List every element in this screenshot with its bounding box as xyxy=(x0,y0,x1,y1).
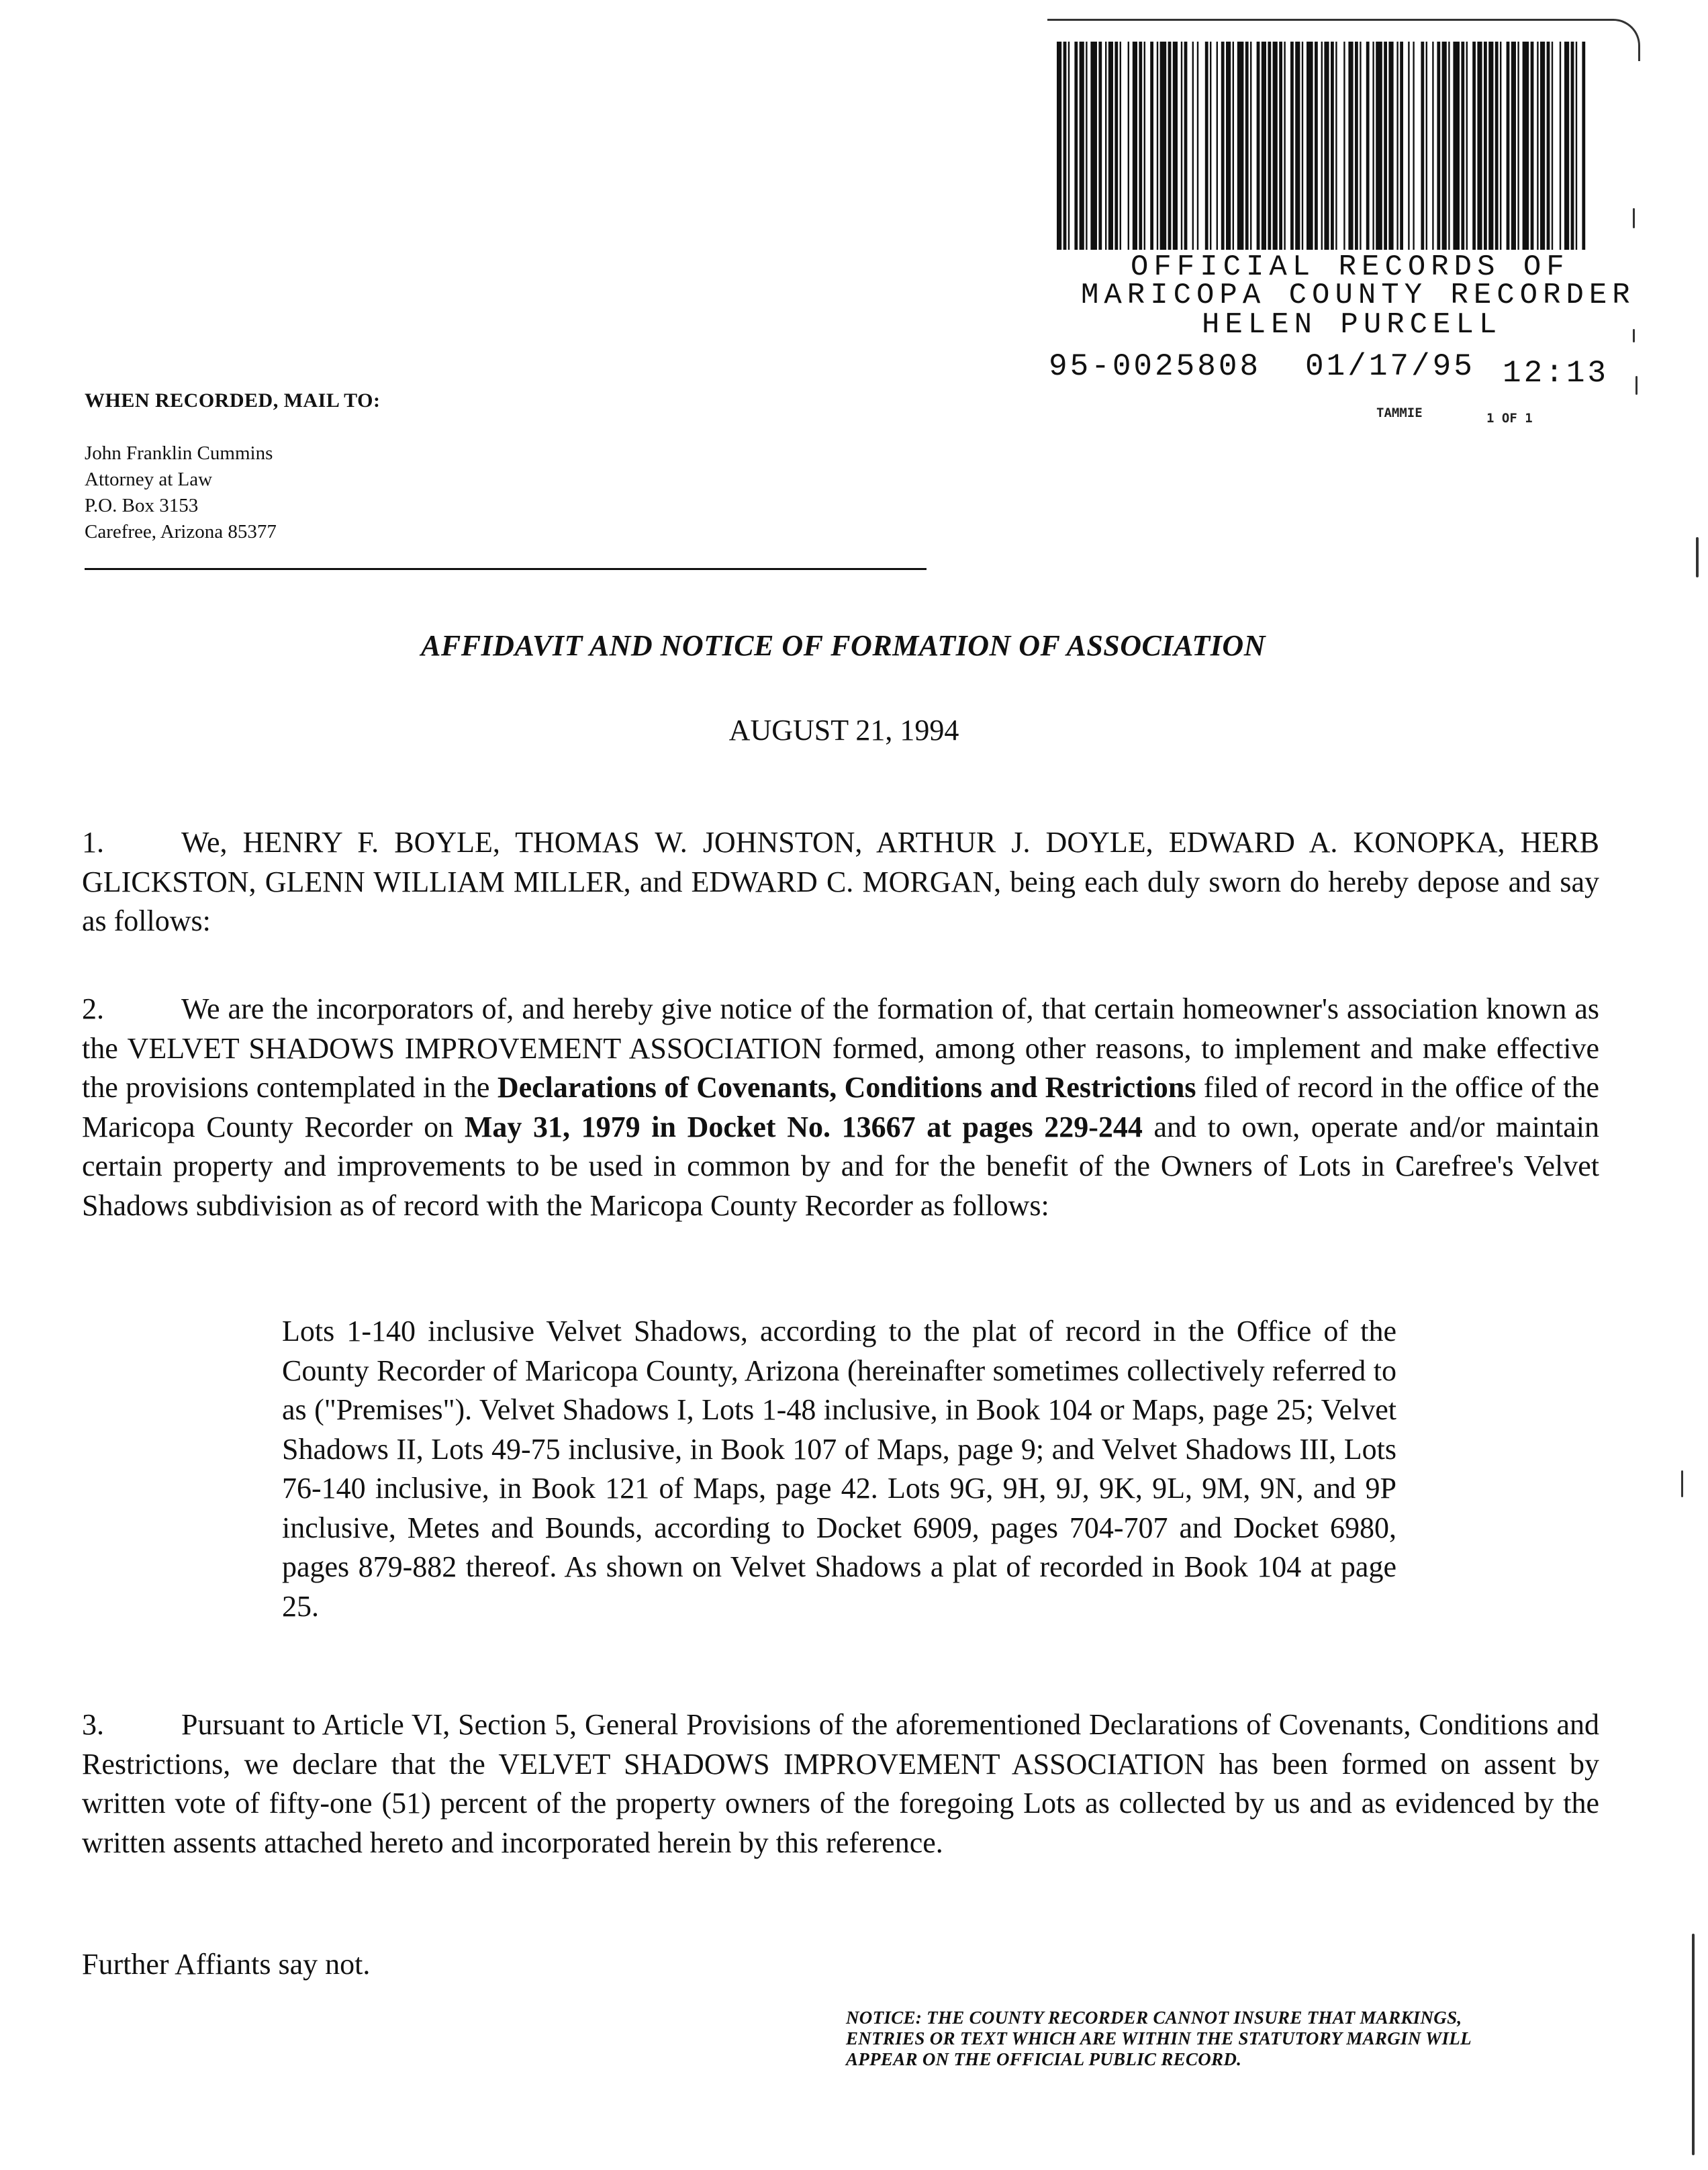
barcode-bar xyxy=(1537,42,1538,250)
docket-reference: May 31, 1979 in Docket No. 13667 at pages 229-244 xyxy=(464,1110,1143,1143)
record-date: 01/17/95 xyxy=(1305,349,1475,384)
barcode-bar xyxy=(1366,42,1370,250)
barcode-bar xyxy=(1173,42,1178,250)
barcode-bar xyxy=(1413,42,1414,250)
barcode-bar xyxy=(1335,42,1337,250)
barcode-bar xyxy=(1432,42,1433,250)
barcode-bar xyxy=(1437,42,1440,250)
barcode-bar xyxy=(1331,42,1334,250)
barcode-bar xyxy=(1453,42,1460,250)
paragraph-number: 2. xyxy=(82,992,104,1025)
scan-mark xyxy=(1696,537,1699,577)
barcode-bar xyxy=(1488,42,1493,250)
closing-statement: Further Affiants say not. xyxy=(82,1948,371,1981)
barcode-bar xyxy=(1181,42,1182,250)
barcode-bar xyxy=(1302,42,1303,250)
stamp-line-recorder-name: HELEN PURCELL xyxy=(1202,308,1503,342)
barcode-bar xyxy=(1421,42,1424,250)
barcode-bar xyxy=(1128,42,1129,250)
scan-mark xyxy=(1635,376,1638,395)
scan-mark xyxy=(1633,208,1635,228)
barcode-bar xyxy=(1098,42,1102,250)
mail-to-name: John Franklin Cummins xyxy=(85,442,273,464)
mail-to-heading: WHEN RECORDED, MAIL TO: xyxy=(85,389,381,412)
document-title: AFFIDAVIT AND NOTICE OF FORMATION OF ASSOCIATION xyxy=(421,629,1266,662)
barcode-bar xyxy=(1086,42,1087,250)
scan-mark xyxy=(1692,1934,1695,2155)
barcode-bar xyxy=(1321,42,1323,250)
barcode-bar xyxy=(1257,42,1260,250)
paragraph-3 xyxy=(82,1705,1599,1862)
recording-clerk: TAMMIE xyxy=(1376,406,1423,420)
barcode-bar xyxy=(1343,42,1345,250)
barcode-bar xyxy=(1133,42,1137,250)
barcode-bar xyxy=(1348,42,1353,250)
barcode-bar xyxy=(1472,42,1476,250)
barcode-bar xyxy=(1250,42,1251,250)
barcode-bar xyxy=(1226,42,1231,250)
barcode-bar xyxy=(1484,42,1487,250)
barcode-bar xyxy=(1237,42,1244,250)
barcode-bar xyxy=(1192,42,1194,250)
paragraph-1-text: We, HENRY F. BOYLE, THOMAS W. JOHNSTON, ARTHUR J. DOYLE, EDWARD A. KONOPKA, HERB GLICKSTON, GLENN WILLIAM MILLER, and EDWARD C. MORGAN, being each duly sworn do hereby depose and say as follows: xyxy=(82,826,1599,937)
barcode-bar xyxy=(1197,42,1198,250)
barcode-bar xyxy=(1448,42,1450,250)
barcode xyxy=(1053,42,1590,250)
barcode-bar xyxy=(1495,42,1499,250)
barcode-bar xyxy=(1268,42,1271,250)
paragraph-3-text: Pursuant to Article VI, Section 5, General Provisions of the aforementioned Declarations of Covenants, Conditions and Restrictions, we declare that the VELVET SHADOWS IMPROVEMENT ASSOCIATION has been formed on assent by written vote of fifty-one (51) percent of the property owners of the foregoing Lots as collected by us and as evidenced by the written assents attached hereto and incorporated herein by this reference. xyxy=(82,1708,1599,1859)
barcode-bar xyxy=(1139,42,1142,250)
document-date: AUGUST 21, 1994 xyxy=(728,714,959,747)
paragraph-1 xyxy=(82,823,1599,941)
barcode-bar xyxy=(1540,42,1545,250)
paragraph-number: 3. xyxy=(82,1708,104,1741)
record-number: 95-0025808 xyxy=(1049,349,1262,384)
barcode-bar xyxy=(1315,42,1318,250)
barcode-bar xyxy=(1068,42,1070,250)
declarations-reference: Declarations of Covenants, Conditions and Restrictions xyxy=(497,1071,1196,1104)
barcode-bar xyxy=(1108,42,1113,250)
paragraph-2-text-a: We are the incorporators of, and hereby give notice of the formation of, that certain homeowner's association known as the VELVET SHADOWS IMPROVEMENT ASSOCIATION formed, among other reasons, to implement and make effective the provisions contemplated in the xyxy=(82,992,1599,1104)
barcode-bar xyxy=(1461,42,1464,250)
barcode-bar xyxy=(1582,42,1585,250)
barcode-bar xyxy=(1144,42,1145,250)
barcode-bar xyxy=(1295,42,1300,250)
barcode-bar xyxy=(1400,42,1403,250)
barcode-bar xyxy=(1517,42,1519,250)
mail-to-city: Carefree, Arizona 85377 xyxy=(85,521,277,542)
barcode-bar xyxy=(1284,42,1285,250)
barcode-bar xyxy=(1376,42,1382,250)
barcode-bar xyxy=(1547,42,1550,250)
barcode-bar xyxy=(1221,42,1225,250)
barcode-bar xyxy=(1245,42,1249,250)
stamp-line-official-records: OFFICIAL RECORDS OF xyxy=(1131,250,1570,284)
mail-to-title: Attorney at Law xyxy=(85,469,213,490)
barcode-bar xyxy=(1168,42,1172,250)
barcode-bar xyxy=(1217,42,1218,250)
barcode-bar xyxy=(1360,42,1361,250)
barcode-bar xyxy=(1408,42,1409,250)
barcode-bar xyxy=(1057,42,1061,250)
barcode-bar xyxy=(1160,42,1167,250)
barcode-bar xyxy=(1384,42,1387,250)
statutory-margin-notice: NOTICE: THE COUNTY RECORDER CANNOT INSURE THAT MARKINGS, ENTRIES OR TEXT WHICH ARE WITHIN THE STATUTORY MARGIN WILL APPEAR ON THE OFFICIAL PUBLIC RECORD. xyxy=(846,2008,1471,2069)
mail-to-divider xyxy=(85,568,927,570)
barcode-bar xyxy=(1114,42,1118,250)
barcode-bar xyxy=(1442,42,1447,250)
barcode-bar xyxy=(1531,42,1534,250)
barcode-bar xyxy=(1372,42,1374,250)
record-time: 12:13 xyxy=(1503,356,1609,391)
barcode-bar xyxy=(1523,42,1529,250)
mail-to-po-box: P.O. Box 3153 xyxy=(85,495,199,516)
barcode-bar xyxy=(1571,42,1574,250)
barcode-bar xyxy=(1466,42,1468,250)
barcode-bar xyxy=(1477,42,1482,250)
barcode-bar xyxy=(1426,42,1427,250)
barcode-bar xyxy=(1184,42,1188,250)
barcode-bar xyxy=(1063,42,1067,250)
paragraph-number: 1. xyxy=(82,826,104,859)
barcode-bar xyxy=(1307,42,1313,250)
scan-mark xyxy=(1633,329,1635,342)
barcode-bar xyxy=(1120,42,1121,250)
barcode-bar xyxy=(1105,42,1106,250)
barcode-bar xyxy=(1150,42,1153,250)
barcode-bar xyxy=(1273,42,1278,250)
barcode-bar xyxy=(1355,42,1358,250)
barcode-bar xyxy=(1500,42,1501,250)
paragraph-2-text-e: and to own, operate and/or maintain certain property and improvements to be used in common by and for the benefit of the Owners of Lots in Carefree's Velvet Shadows subdivision as of record with the Maricopa County Recorder as follows: xyxy=(82,1110,1600,1222)
barcode-bar xyxy=(1262,42,1266,250)
lots-description: Lots 1-140 inclusive Velvet Shadows, according to the plat of record in the Office of the County Recorder of Maricopa County, Arizona (hereinafter sometimes collectively referred to as ("Premises"). Velvet Shadows I, Lots 1-48 inclusive, in Book 104 or Maps, page 25; Velvet Shadows II, Lots 49-75 inclusive, in Book 107 of Maps, page 9; and Velvet Shadows III, Lots 76-140 inclusive, in Book 121 of Maps, page 42. Lots 9G, 9H, 9J, 9K, 9L, 9M, 9N, and 9P inclusive, Metes and Bounds, according to Docket 6909, pages 704-707 and Docket 6980, pages 879-882 thereof. As shown on Velvet Shadows a plat of recorded in Book 104 at page 25. xyxy=(282,1315,1396,1623)
barcode-bar xyxy=(1090,42,1097,250)
barcode-bar xyxy=(1210,42,1211,250)
barcode-bar xyxy=(1560,42,1561,250)
paragraph-2 xyxy=(82,990,1599,1225)
barcode-bar xyxy=(1080,42,1084,250)
barcode-bar xyxy=(1576,42,1577,250)
barcode-bar xyxy=(1290,42,1294,250)
paragraph-2-text-c: filed of record in the office of the Maricopa County Recorder on xyxy=(82,1071,1600,1143)
barcode-bar xyxy=(1279,42,1282,250)
barcode-bar xyxy=(1511,42,1516,250)
barcode-bar xyxy=(1564,42,1569,250)
barcode-bar xyxy=(1205,42,1208,250)
page-count: 1 OF 1 xyxy=(1486,411,1533,426)
barcode-bar xyxy=(1507,42,1510,250)
stamp-line-county-recorder: MARICOPA COUNTY RECORDER xyxy=(1081,279,1635,312)
barcode-bar xyxy=(1388,42,1393,250)
barcode-bar xyxy=(1552,42,1553,250)
scan-mark xyxy=(1681,1470,1683,1497)
barcode-bar xyxy=(1157,42,1158,250)
barcode-bar xyxy=(1396,42,1398,250)
barcode-bar xyxy=(1233,42,1234,250)
barcode-bar xyxy=(1324,42,1329,250)
barcode-bar xyxy=(1074,42,1078,250)
